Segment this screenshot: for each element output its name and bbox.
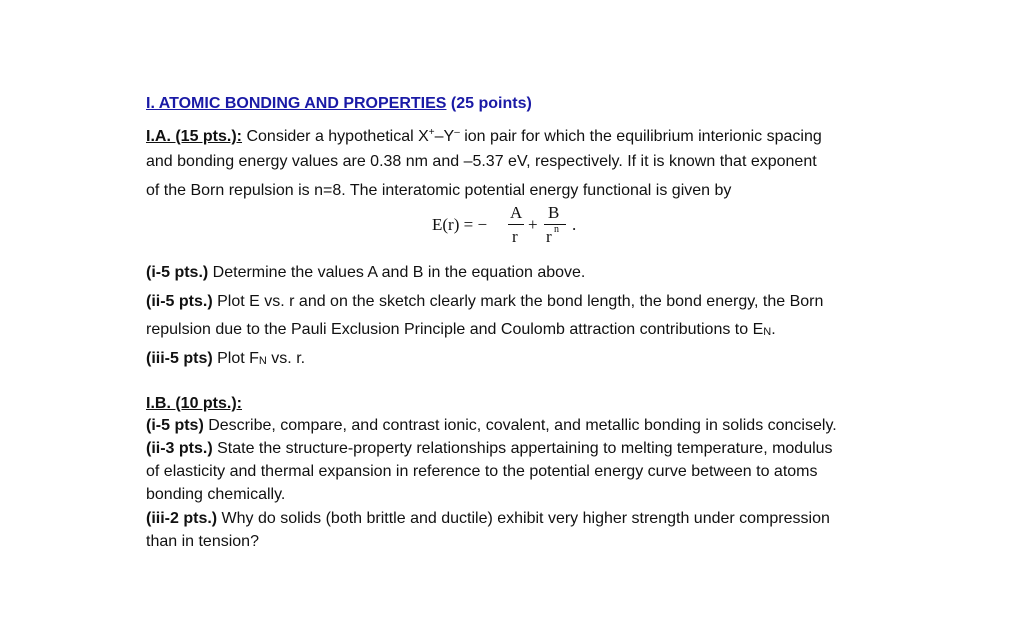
part-b-q2-text: State the structure-property relationships appertaining to melting temperature, modulus: [212, 440, 833, 457]
part-a-q2-text-b: repulsion due to the Pauli Exclusion Principle and Coulomb attraction contributions to E: [146, 321, 764, 338]
part-b-q1-label: (i-5 pts): [146, 417, 204, 434]
part-b-question-2-end: bonding chemically.: [146, 486, 286, 503]
equation-numerator-b: B: [548, 203, 560, 222]
section-points: (25 points): [450, 95, 532, 112]
part-a-q2-end: .: [771, 321, 776, 338]
part-a-intro: Consider a hypothetical X: [242, 128, 429, 145]
subscript-n-force: N: [258, 355, 267, 367]
part-a-question-1: [146, 263, 585, 283]
superscript-minus: –: [454, 127, 460, 138]
part-b-q2-label: (ii-3 pts.): [146, 440, 213, 457]
equation-period: .: [572, 215, 577, 234]
fraction-bar-a: [508, 224, 524, 225]
part-b-question-1: [146, 416, 837, 436]
part-a-line-1: [146, 123, 822, 147]
equation-lhs: E(r) = −: [432, 215, 488, 234]
part-b-q3-text: Why do solids (both brittle and ductile) exhibit very higher strength under compression: [217, 510, 830, 527]
part-b-q1-text: Describe, compare, and contrast ionic, covalent, and metallic bonding in solids concisely.: [203, 417, 837, 434]
equation-exponent-n: n: [554, 224, 559, 235]
superscript-plus: +: [428, 127, 435, 138]
part-a-q2-label: (ii-5 pts.): [146, 293, 213, 310]
equation-denominator-b: r: [546, 227, 552, 246]
section-title: I. ATOMIC BONDING AND PROPERTIES: [146, 95, 447, 112]
part-a-line-3: of the Born repulsion is n=8. The interatomic potential energy functional is given by: [146, 182, 732, 199]
part-a-q3-text-b: vs. r.: [266, 350, 306, 367]
part-b-question-2-cont: of elasticity and thermal expansion in reference to the potential energy curve between to atoms: [146, 463, 818, 480]
equation-denominator-a: r: [512, 227, 518, 246]
equation-plus: +: [528, 215, 538, 234]
part-a-question-2-cont: [146, 320, 776, 342]
section-heading: [146, 94, 532, 114]
part-b-q3-label: (iii-2 pts.): [146, 510, 218, 527]
part-a-question-3: [146, 349, 305, 371]
subscript-n-energy: N: [763, 326, 772, 338]
part-a-q1-label: (i-5 pts.): [146, 264, 209, 281]
part-a-label: I.A. (15 pts.):: [146, 128, 243, 145]
part-b-question-3: [146, 509, 830, 529]
part-a-q1-text: Determine the values A and B in the equation above.: [208, 264, 586, 281]
part-a-line-2: and bonding energy values are 0.38 nm and –5.37 eV, respectively. If it is known that exponent: [146, 153, 817, 170]
part-b-label: I.B. (10 pts.):: [146, 395, 243, 412]
part-a-dash-y: –Y: [434, 128, 455, 145]
part-b-question-3-cont: than in tension?: [146, 533, 259, 550]
part-a-q3-label: (iii-5 pts): [146, 350, 213, 367]
part-a-question-2: [146, 292, 823, 312]
part-a-q2-text: Plot E vs. r and on the sketch clearly mark the bond length, the bond energy, the Born: [212, 293, 824, 310]
equation-numerator-a: A: [510, 203, 523, 222]
part-a-intro-end: ion pair for which the equilibrium interionic spacing: [459, 128, 822, 145]
part-a-q3-text-a: Plot F: [212, 350, 259, 367]
part-b-question-2: [146, 439, 833, 459]
